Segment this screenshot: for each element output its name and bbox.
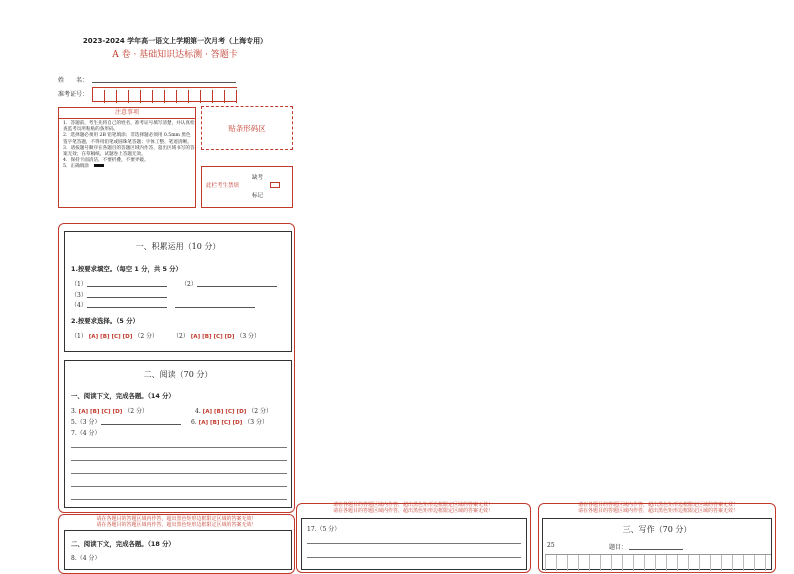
exam-title: 2023-2024 学年高一语文上学期第一次月考（上海专用） [82,37,268,45]
id-cell[interactable] [153,90,165,103]
q7-answer-line[interactable] [71,473,287,474]
absent-box [201,166,293,208]
q6-options[interactable]: [A] [B] [C] [D] [198,420,243,426]
blank-label: （2） [181,281,197,288]
id-label: 准考证号： [58,91,89,98]
id-cell[interactable] [105,90,117,103]
absent-checkbox[interactable] [270,182,280,188]
answer-sheet-title: A 卷 · 基础知识达标测 · 答题卡 [112,50,238,60]
q1-title: 1.按要求填空。（每空 1 分，共 5 分） [71,265,182,273]
blank-line[interactable] [87,307,167,308]
q3-number: 3. [71,408,77,415]
q2-item1-options[interactable]: [A] [B] [C] [D] [88,334,133,340]
column1-warning [60,516,293,528]
writing-grid[interactable] [545,554,771,571]
q2-item2-number: （2） [173,333,189,340]
notice-item: 5．正确填涂 [63,164,89,170]
name-field[interactable] [92,82,236,83]
q2-title: 2.按要求选择。（5 分） [71,317,139,325]
q6-number: 6. [191,419,197,426]
id-cell[interactable] [213,90,225,103]
q4-number: 4. [195,408,201,415]
q4-score: （2 分） [248,408,272,415]
id-cell[interactable] [141,90,153,103]
notice-box [58,107,196,208]
warning-text: 请在各题目的答题区域内作答，超出黑色矩形边框限定区域的答案无效！ [332,508,493,514]
q6-score: （3 分） [244,419,268,426]
part2-title: 二、阅读下文，完成各题。（18 分） [71,540,175,548]
id-cell[interactable] [177,90,189,103]
q7-answer-line[interactable] [71,460,287,461]
filled-mark-example-icon [94,164,104,167]
q2-item2-options[interactable]: [A] [B] [C] [D] [190,334,235,340]
barcode-area: 贴条形码区 [201,106,293,150]
notice-item: 4．保持卡面清洁，不要折叠、不要弄破。 [63,158,149,164]
absent-mark-label: 标记 [252,193,264,199]
q7-answer-line[interactable] [71,486,287,487]
warning-text: 请在各题目的答题区域内作答，超出黑色矩形边框限定区域的答案无效！ [96,516,257,522]
blank-line[interactable] [197,286,277,287]
id-cell[interactable] [189,90,201,103]
blank-line[interactable] [87,297,167,298]
blank-line[interactable] [175,307,255,308]
q2-item1-score: （2 分） [134,333,159,340]
section2-part2-panel [64,530,292,570]
id-boxes[interactable] [92,87,237,102]
section3-title: 三、写作（70 分） [622,525,692,534]
notice-item: 1．答题前，考生先将自己的姓名，准考证号填写清楚，并认真检查监考员所粘贴的条形码。 [63,121,195,133]
q7-answer-line[interactable] [71,499,287,500]
blank-label: （3） [71,292,87,299]
section1-panel [64,231,292,352]
notice-heading: 注意事项 [59,108,195,119]
q8-label: 8.（4 分） [71,555,101,562]
section1-title: 一、积累运用（10 分） [135,242,221,251]
absent-label: 缺考 [252,175,264,181]
blank-label: （4） [71,302,87,309]
q7-label: 7.（4 分） [71,430,101,437]
id-cell[interactable] [165,90,177,103]
q17-panel [301,518,527,570]
id-cell[interactable] [225,90,237,103]
q7-answer-line[interactable] [71,447,287,448]
blank-line[interactable] [87,286,167,287]
warning-text: 请在各题目的答题区域内作答，超出黑色矩形边框限定区域的答案无效！ [332,502,493,508]
id-cell[interactable] [201,90,213,103]
blank-label: （1） [71,281,87,288]
q25-label: 25 [547,542,555,549]
q17-label: 17.（5 分） [307,526,341,533]
q3-options[interactable]: [A] [B] [C] [D] [78,409,123,415]
q4-options[interactable]: [A] [B] [C] [D] [202,409,247,415]
id-cell[interactable] [117,90,129,103]
warning-text: 请在各题目的答题区域内作答，超出黑色矩形边框限定区域的答案无效！ [577,502,738,508]
q3-score: （2 分） [124,408,148,415]
q5-answer-line[interactable] [101,424,181,425]
section2-title: 二、阅读（70 分） [143,370,213,379]
warning-text: 请在各题目的答题区域内作答，超出黑色矩形边框限定区域的答案无效！ [96,522,257,528]
id-cell[interactable] [129,90,141,103]
section2-panel [64,360,292,508]
notice-item: 2．选择题必须用 2B 铅笔填涂；非选择题必须用 0.5mm 黑色签字笔答题，不得用铅笔或圆珠笔答题；字体工整、笔迹清晰。 [63,133,192,145]
notice-item: 3．请按题号顺序在各题目的答题区域内作答，超出区域书写的答案无效；在草稿纸、试题卷上答题无效。 [63,145,195,158]
part1-title: 一、阅读下文，完成各题。（14 分） [71,392,175,400]
q2-item2-score: （3 分） [236,333,261,340]
topic-label: 题目： [609,544,628,551]
q5-label: 5.（3 分） [71,419,101,426]
q17-answer-line[interactable] [307,543,521,544]
absent-marker-note: 此栏考生禁填 [206,183,240,189]
name-label: 姓 名： [58,77,89,84]
q2-item1-number: （1） [71,333,87,340]
topic-field[interactable] [629,549,683,550]
q17-answer-line[interactable] [307,557,521,558]
warning-text: 请在各题目的答题区域内作答，超出黑色矩形边框限定区域的答案无效！ [577,508,738,514]
section3-panel [542,518,772,570]
id-cell[interactable] [93,90,105,103]
